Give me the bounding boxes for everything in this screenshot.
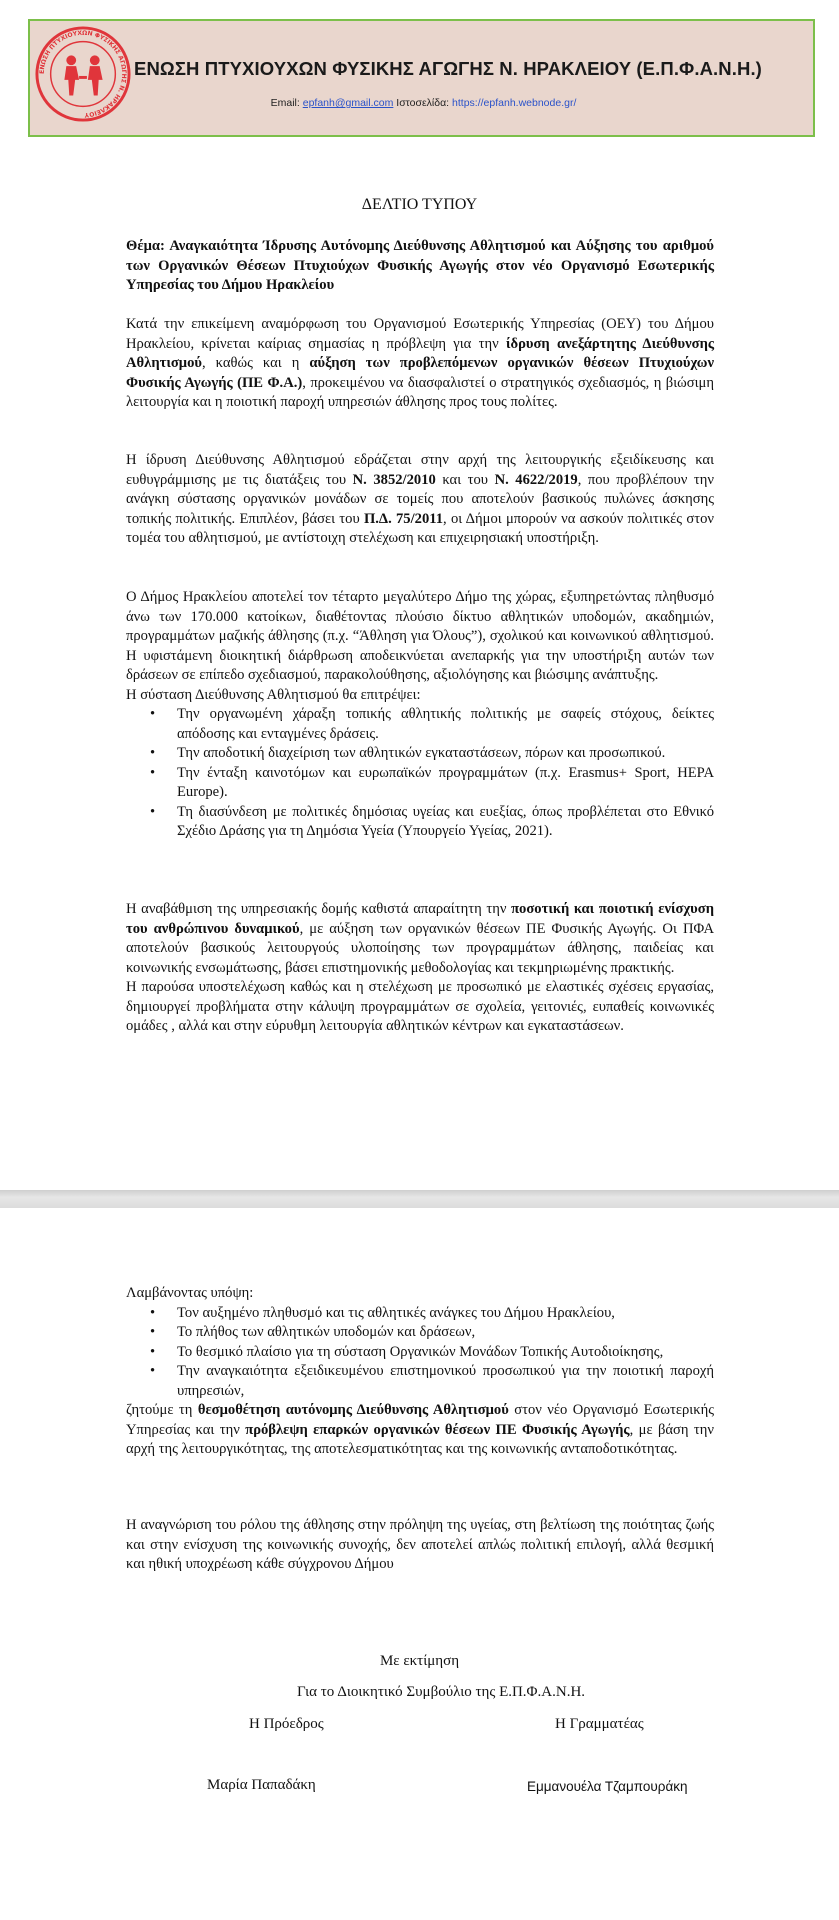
list-item: • Το θεσμικό πλαίσιο για τη σύσταση Οργανικών Μονάδων Τοπικής Αυτοδιοίκησης,	[177, 1343, 714, 1363]
document-title: ΔΕΛΤΙΟ ΤΥΠΟΥ	[361, 196, 478, 213]
list-item: • Την ένταξη καινοτόμων και ευρωπαϊκών προγραμμάτων (π.χ. Erasmus+ Sport, HEPA Europe).	[177, 764, 714, 803]
letterhead	[28, 19, 815, 137]
benefits-intro: Η σύσταση Διεύθυνσης Αθλητισμού θα επιτρέψει:	[126, 686, 421, 703]
paragraph-municipality: Ο Δήμος Ηρακλείου αποτελεί τον τέταρτο μεγαλύτερο Δήμο της χώρας, εξυπηρετώντας πληθυσμό άνω των 170.000 κατοίκων, διαθέτοντας πλούσιο δίκτυο αθλητικών υποδομών, ακαδημιών, προγραμμάτων μαζικής άθλησης (π.χ. “Άθληση για Όλους”), σχολικού και κοινωνικού αθλητισμού. Η υφιστάμενη διοικητική διάρθρωση αποδεικνύεται ανεπαρκής για την υποστήριξη αυτών των δράσεων σε επίπεδο σχεδιασμού, παρακολούθησης, αξιολόγησης και βιώσιμης ανάπτυξης. Η σύσταση Διεύθυνσης Αθλητισμού θα επιτρέψει: • Την οργανωμένη χάραξη τοπικής αθλητικής πολιτικής με σαφείς στόχους, δείκτες απόδοσης και ενταγμένες δράσεις. • Την αποδοτική διαχείριση των αθλητικών εγκαταστάσεων, πόρων και προσωπικού. • Την ένταξη καινοτόμων και ευρωπαϊκών προγραμμάτων (π.χ. Erasmus+ Sport, HEPA Europe). • Τη διασύνδεση με πολιτικές δημόσιας υγείας και ευεξίας, όπως προβλέπεται στο Εθνικό Σχέδιο Δράσης για τη Δημόσια Υγεία (Υπουργείο Υγείας, 2021).	[126, 588, 714, 842]
closing-line: Με εκτίμηση	[379, 1653, 460, 1669]
president-name: Μαρία Παπαδάκη	[207, 1777, 316, 1793]
list-item: • Το πλήθος των αθλητικών υποδομών και δράσεων,	[177, 1323, 714, 1343]
page-separator	[0, 1190, 839, 1208]
website-label: Ιστοσελίδα:	[396, 97, 450, 109]
considerations-intro: Λαμβάνοντας υπόψη:	[126, 1285, 254, 1301]
page-2	[0, 1208, 839, 1920]
subject-heading: Θέμα: Αναγκαιότητα Ίδρυσης Αυτόνομης Διεύθυνσης Αθλητισμού και Αύξησης του αριθμού των Οργανικών Θέσεων Πτυχιούχων Φυσικής Αγωγής στον νέο Οργανισμό Εσωτερικής Υπηρεσίας του Δήμου Ηρακλείου	[126, 238, 714, 293]
list-item: • Τη διασύνδεση με πολιτικές δημόσιας υγείας και ευεξίας, όπως προβλέπεται στο Εθνικό Σχέδιο Δράσης για τη Δημόσια Υγεία (Υπουργείο Υγείας, 2021).	[177, 803, 714, 842]
list-item: • Την αποδοτική διαχείριση των αθλητικών εγκαταστάσεων, πόρων και προσωπικού.	[177, 744, 714, 764]
president-title: Η Πρόεδρος	[249, 1716, 324, 1732]
list-item: • Την αναγκαιότητα εξειδικευμένου επιστημονικού προσωπικού για την ποιοτική παροχή υπηρεσιών,	[177, 1362, 714, 1401]
paragraph-conclusion: Η αναγνώριση του ρόλου της άθλησης στην πρόληψη της υγείας, στη βελτίωση της ποιότητας ζωής και στην ενίσχυση της κοινωνικής συνοχής, δεν αποτελεί απλώς πολιτική επιλογή, αλλά θεσμική και ηθική υποχρέωση κάθε σύγχρονου Δήμου	[126, 1517, 714, 1572]
list-item: • Τον αυξημένο πληθυσμό και τις αθλητικές ανάγκες του Δήμου Ηρακλείου,	[177, 1304, 714, 1324]
contact-line	[30, 97, 817, 109]
board-line: Για το Διοικητικό Συμβούλιο της Ε.Π.Φ.Α.Ν.Η.	[296, 1684, 586, 1700]
paragraph-intro: Κατά την επικείμενη αναμόρφωση του Οργανισμού Εσωτερικής Υπηρεσίας (ΟΕΥ) του Δήμου Ηρακλείου, κρίνεται καίριας σημασίας η πρόβλεψη για την ίδρυση ανεξάρτητης Διεύθυνσης Αθλητισμού, καθώς και η αύξηση των προβλεπόμενων οργανικών θέσεων Πτυχιούχων Φυσικής Αγωγής (ΠΕ Φ.Α.), προκειμένου να διασφαλιστεί ο στρατηγικός σχεδιασμός, η βιώσιμη λειτουργία και η ποιοτική παροχή υπηρεσιών άθλησης προς τους πολίτες.	[126, 316, 715, 410]
considerations-list	[126, 1304, 714, 1402]
benefits-list	[126, 705, 714, 842]
website-link[interactable]: https://epfanh.webnode.gr/	[452, 97, 577, 109]
secretary-name: Εμμανουέλα Τζαμπουράκη	[527, 1779, 688, 1794]
paragraph-staffing: Η αναβάθμιση της υπηρεσιακής δομής καθιστά απαραίτητη την ποσοτική και ποιοτική ενίσχυση του ανθρώπινου δυναμικού, με αύξηση των οργανικών θέσεων ΠΕ Φυσικής Αγωγής. Οι ΠΦΑ αποτελούν βασικούς λειτουργούς υλοποίησης των προγραμμάτων άθλησης, παιδείας και κοινωνικής ενσωμάτωσης, βάσει επιστημονικής μεθοδολογίας και τεκμηριωμένης πρακτικής. Η παρούσα υποστελέχωση καθώς και η στελέχωση με προσωπικό με ελαστικές σχέσεις εργασίας, δημιουργεί προβλήματα στην κάλυψη προγραμμάτων σε σχολεία, γειτονιές, ευπαθείς κοινωνικές ομάδες , αλλά και στην εύρυθμη λειτουργία αθλητικών κέντρων και εγκαταστάσεων.	[126, 901, 714, 1034]
paragraph-considerations: Λαμβάνοντας υπόψη: • Τον αυξημένο πληθυσμό και τις αθλητικές ανάγκες του Δήμου Ηρακλείου, • Το πλήθος των αθλητικών υποδομών και δράσεων, • Το θεσμικό πλαίσιο για τη σύσταση Οργανικών Μονάδων Τοπικής Αυτοδιοίκησης, • Την αναγκαιότητα εξειδικευμένου επιστημονικού προσωπικού για την ποιοτική παροχή υπηρεσιών, ζητούμε τη θεσμοθέτηση αυτόνομης Διεύθυνσης Αθλητισμού στον νέο Οργανισμό Εσωτερικής Υπηρεσίας και την πρόβλεψη επαρκών οργανικών θέσεων ΠΕ Φυσικής Αγωγής, με βάση την αρχή της λειτουργικότητας, της αποτελεσματικότητας και της κοινωνικής ανταποδοτικότητας.	[126, 1284, 714, 1460]
email-label: Email:	[270, 97, 300, 109]
seal-lettering: ΕΝΩΣΗ ΠΤΥΧΙΟΥΧΩΝ ΦΥΣΙΚΗΣ ΑΓΩΓΗΣ Ν. ΗΡΑΚΛΕΙΟΥ	[38, 29, 128, 119]
list-item: • Την οργανωμένη χάραξη τοπικής αθλητικής πολιτικής με σαφείς στόχους, δείκτες απόδοσης και ενταγμένες δράσεις.	[177, 705, 714, 744]
secretary-title: Η Γραμματέας	[555, 1716, 644, 1732]
email-link[interactable]: epfanh@gmail.com	[302, 97, 394, 109]
paragraph-legal-basis: Η ίδρυση Διεύθυνσης Αθλητισμού εδράζεται στην αρχή της λειτουργικής εξειδίκευσης και ευθυγράμμισης με τις διατάξεις του Ν. 3852/2010 και του Ν. 4622/2019, που προβλέπουν την ανάγκη σύστασης οργανικών μονάδων σε τομείς που αποτελούν βασικούς πυλώνες άσκησης τοπικής πολιτικής. Επιπλέον, βάσει του Π.Δ. 75/2011, οι Δήμοι μπορούν να ασκούν πολιτικές στον τομέα του αθλητισμού, με αντίστοιχη στελέχωση και επιχειρησιακή υποστήριξη.	[126, 452, 714, 546]
organization-name: ΕΝΩΣΗ ΠΤΥΧΙΟΥΧΩΝ ΦΥΣΙΚΗΣ ΑΓΩΓΗΣ Ν. ΗΡΑΚΛΕΙΟΥ (Ε.Π.Φ.Α.Ν.Η.)	[134, 58, 762, 79]
